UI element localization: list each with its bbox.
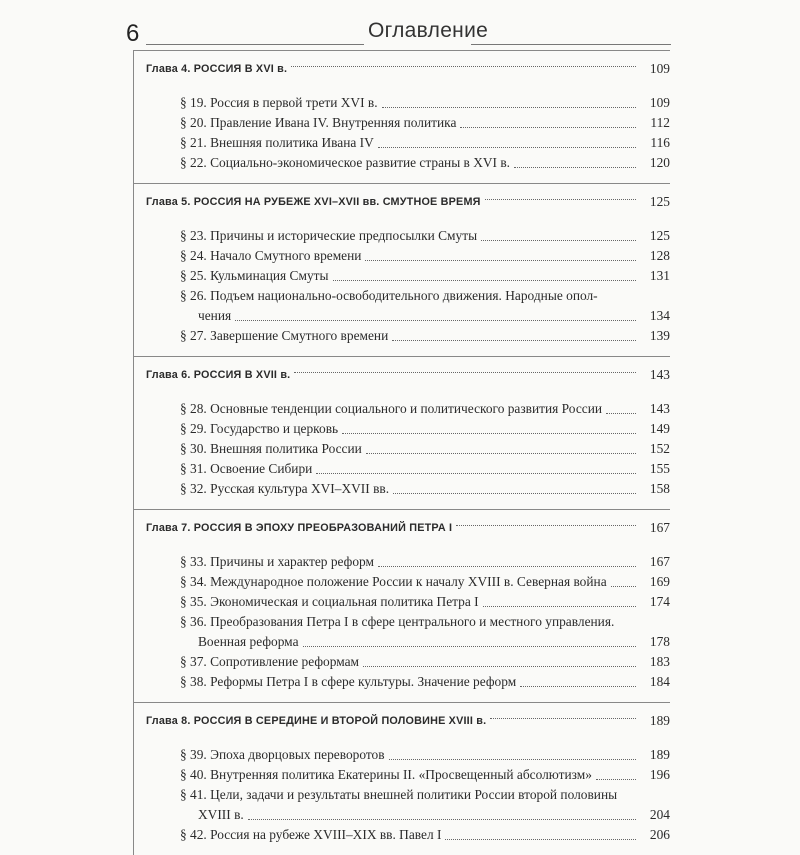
chapter-block	[133, 183, 670, 356]
section-title-continued: XVIII в.	[198, 807, 244, 822]
toc-section-entry[interactable]	[134, 825, 670, 845]
chapter-title: Глава 8. РОССИЯ В СЕРЕДИНЕ И ВТОРОЙ ПОЛОВИНЕ XVIII в.	[146, 715, 487, 727]
toc-section-entry[interactable]	[134, 552, 670, 572]
dot-leader	[333, 280, 637, 281]
dot-leader	[235, 320, 636, 321]
header-rule-left	[146, 44, 364, 45]
page-ref: 206	[649, 827, 670, 842]
toc-section-entry[interactable]	[134, 745, 670, 765]
toc-section-entry[interactable]	[134, 439, 670, 459]
toc-section-entry[interactable]	[134, 765, 670, 785]
toc-section-entry[interactable]	[134, 572, 670, 592]
section-title: § 36. Преобразования Петра I в сфере центрального и местного управления.	[180, 614, 615, 629]
section-title: § 35. Экономическая и социальная политика Петра I	[180, 594, 479, 609]
dot-leader	[445, 839, 636, 840]
dot-leader	[291, 66, 636, 67]
dot-leader	[378, 566, 636, 567]
dot-leader	[303, 646, 636, 647]
dot-leader	[460, 127, 636, 128]
dot-leader	[514, 167, 636, 168]
section-title: § 32. Русская культура XVI–XVII вв.	[180, 481, 390, 496]
toc-chapter-entry[interactable]	[134, 510, 670, 546]
dot-leader	[485, 199, 636, 200]
page-ref: 125	[649, 194, 670, 209]
section-title: § 27. Завершение Смутного времени	[180, 328, 389, 343]
dot-leader	[606, 413, 636, 414]
section-title: § 39. Эпоха дворцовых переворотов	[180, 747, 385, 762]
toc-section-entry[interactable]	[134, 459, 670, 479]
dot-leader	[378, 147, 636, 148]
page-header	[126, 14, 671, 48]
page-ref: 109	[649, 95, 670, 110]
page-ref: 158	[649, 481, 670, 496]
section-title: § 29. Государство и церковь	[180, 421, 339, 436]
section-title: § 31. Освоение Сибири	[180, 461, 313, 476]
section-title-continued: чения	[198, 308, 232, 323]
dot-leader	[366, 453, 636, 454]
page-ref: 189	[649, 713, 670, 728]
header-rule-right	[471, 44, 671, 45]
section-title: § 41. Цели, задачи и результаты внешней политики России второй половины	[180, 787, 618, 802]
section-title: § 21. Внешняя политика Ивана IV	[180, 135, 374, 150]
section-title: § 40. Внутренняя политика Екатерины II. «Просвещенный абсолютизм»	[180, 767, 592, 782]
section-title: § 23. Причины и исторические предпосылки Смуты	[180, 228, 478, 243]
toc-section-entry[interactable]	[134, 286, 670, 326]
toc-section-entry[interactable]	[134, 153, 670, 173]
section-title: § 34. Международное положение России к началу XVIII в. Северная война	[180, 574, 607, 589]
toc-chapter-entry[interactable]	[134, 184, 670, 220]
toc-section-entry[interactable]	[134, 246, 670, 266]
chapter-title: Глава 6. РОССИЯ В XVII в.	[146, 369, 291, 381]
page-ref: 174	[649, 594, 670, 609]
page-ref: 120	[649, 155, 670, 170]
dot-leader	[611, 586, 636, 587]
dot-leader	[393, 493, 636, 494]
page-ref: 204	[649, 807, 670, 822]
page-ref: 134	[649, 308, 670, 323]
page-ref: 143	[649, 367, 670, 382]
chapter-block	[133, 702, 670, 855]
toc-section-entry[interactable]	[134, 266, 670, 286]
page-ref: 128	[649, 248, 670, 263]
dot-leader	[520, 686, 636, 687]
toc-section-entry[interactable]	[134, 612, 670, 652]
page-ref: 155	[649, 461, 670, 476]
dot-leader	[342, 433, 636, 434]
page-title: Оглавление	[368, 19, 489, 42]
page-number: 6	[126, 20, 140, 47]
toc-section-entry[interactable]	[134, 592, 670, 612]
page-ref: 112	[650, 115, 670, 130]
page-ref: 152	[649, 441, 670, 456]
toc-section-entry[interactable]	[134, 479, 670, 499]
page-ref: 131	[649, 268, 670, 283]
toc-section-entry[interactable]	[134, 326, 670, 346]
toc-section-entry[interactable]	[134, 652, 670, 672]
section-title: § 37. Сопротивление реформам	[180, 654, 360, 669]
toc-section-entry[interactable]	[134, 113, 670, 133]
page-ref: 116	[650, 135, 670, 150]
section-title: § 42. Россия на рубеже XVIII–XIX вв. Павел I	[180, 827, 442, 842]
toc-section-entry[interactable]	[134, 399, 670, 419]
table-of-contents	[133, 50, 670, 855]
dot-leader	[382, 107, 636, 108]
toc-section-entry[interactable]	[134, 672, 670, 692]
section-title: § 25. Кульминация Смуты	[180, 268, 329, 283]
dot-leader	[365, 260, 636, 261]
section-title: § 38. Реформы Петра I в сфере культуры. Значение реформ	[180, 674, 517, 689]
dot-leader	[316, 473, 636, 474]
section-title: § 26. Подъем национально-освободительного движения. Народные опол-	[180, 288, 598, 303]
toc-section-entry[interactable]	[134, 93, 670, 113]
page-ref: 183	[649, 654, 670, 669]
toc-section-entry[interactable]	[134, 133, 670, 153]
dot-leader	[490, 718, 636, 719]
page-ref: 125	[649, 228, 670, 243]
page-ref: 169	[649, 574, 670, 589]
toc-section-entry[interactable]	[134, 785, 670, 825]
section-title: § 20. Правление Ивана IV. Внутренняя политика	[180, 115, 457, 130]
toc-section-entry[interactable]	[134, 226, 670, 246]
page-ref: 143	[649, 401, 670, 416]
dot-leader	[363, 666, 636, 667]
section-title-continued: Военная реформа	[198, 634, 299, 649]
dot-leader	[596, 779, 636, 780]
chapter-title: Глава 5. РОССИЯ НА РУБЕЖЕ XVI–XVII вв. СМУТНОЕ ВРЕМЯ	[146, 196, 481, 208]
dot-leader	[483, 606, 636, 607]
dot-leader	[481, 240, 636, 241]
section-title: § 19. Россия в первой трети XVI в.	[180, 95, 378, 110]
page-ref: 184	[649, 674, 670, 689]
section-title: § 33. Причины и характер реформ	[180, 554, 374, 569]
page-ref: 167	[649, 520, 670, 535]
page-ref: 167	[649, 554, 670, 569]
toc-chapter-entry[interactable]	[134, 703, 670, 739]
page-ref: 139	[649, 328, 670, 343]
chapter-title: Глава 4. РОССИЯ В XVI в.	[146, 63, 288, 75]
section-title: § 28. Основные тенденции социального и политического развития России	[180, 401, 603, 416]
dot-leader	[294, 372, 636, 373]
page-ref: 196	[649, 767, 670, 782]
chapter-block	[133, 356, 670, 509]
toc-chapter-entry[interactable]	[134, 357, 670, 393]
section-title: § 30. Внешняя политика России	[180, 441, 362, 456]
dot-leader	[456, 525, 636, 526]
page-ref: 109	[649, 61, 670, 76]
page-ref: 149	[649, 421, 670, 436]
chapter-block	[133, 50, 670, 183]
section-title: § 24. Начало Смутного времени	[180, 248, 362, 263]
chapter-title: Глава 7. РОССИЯ В ЭПОХУ ПРЕОБРАЗОВАНИЙ ПЕТРА I	[146, 522, 453, 534]
dot-leader	[392, 340, 636, 341]
section-title: § 22. Социально-экономическое развитие страны в XVI в.	[180, 155, 511, 170]
dot-leader	[389, 759, 636, 760]
page-ref: 189	[649, 747, 670, 762]
toc-section-entry[interactable]	[134, 419, 670, 439]
chapter-block	[133, 509, 670, 702]
page-ref: 178	[649, 634, 670, 649]
dot-leader	[248, 819, 636, 820]
toc-chapter-entry[interactable]	[134, 51, 670, 87]
